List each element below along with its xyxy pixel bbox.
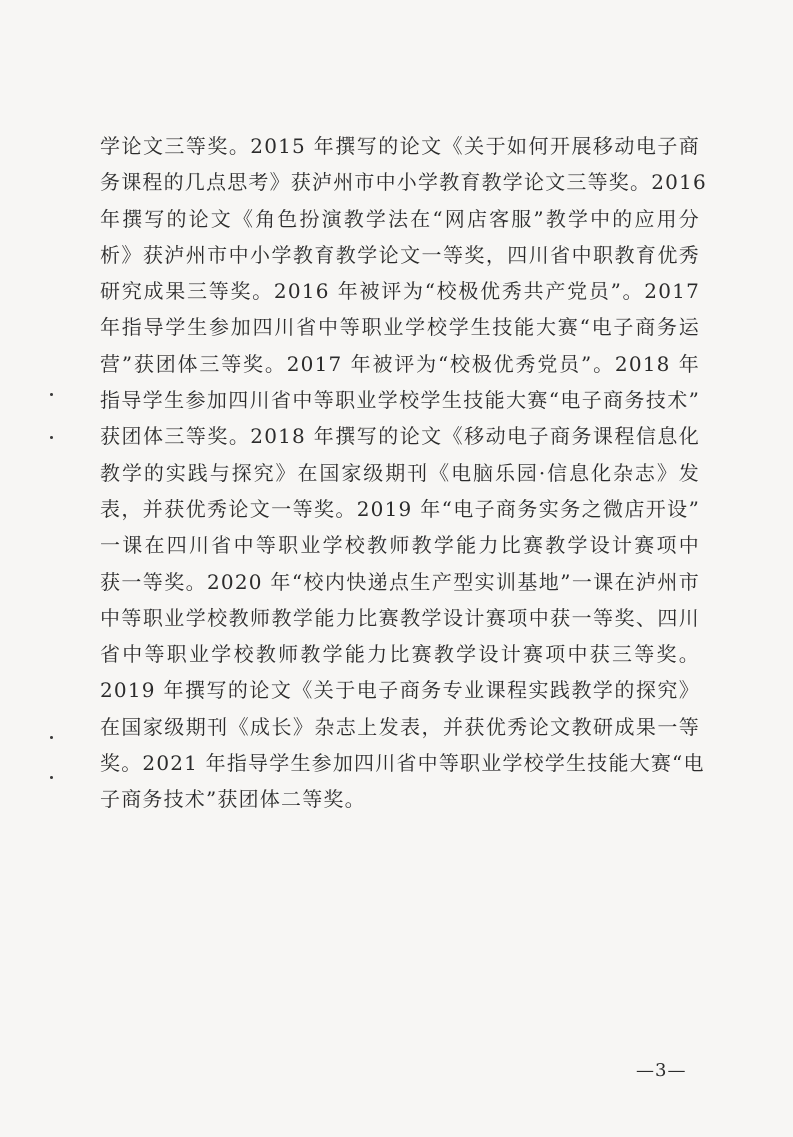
text-line: 省中等职业学校教师教学能力比赛教学设计赛项中获三等奖。 xyxy=(100,642,700,667)
text-line: 析》获泸州市中小学教育教学论文一等奖，四川省中职教育优秀 xyxy=(100,242,700,267)
text-line: 奖。2021 年指导学生参加四川省中等职业学校学生技能大赛“电 xyxy=(100,751,705,776)
text-line: 子商务技术”获团体二等奖。 xyxy=(100,787,366,812)
text-line: 年指导学生参加四川省中等职业学校学生技能大赛“电子商务运 xyxy=(100,315,700,340)
binding-hole-mark xyxy=(50,776,53,779)
text-line: 一课在四川省中等职业学校教师教学能力比赛教学设计赛项中 xyxy=(100,533,700,558)
text-line: 营”获团体三等奖。2017 年被评为“校极优秀党员”。2018 年 xyxy=(100,351,700,376)
body-text xyxy=(100,128,707,818)
text-line: 获一等奖。2020 年“校内快递点生产型实训基地”一课在泸州市 xyxy=(100,569,700,594)
page-number: —3— xyxy=(636,1060,687,1081)
text-line: 年撰写的论文《角色扮演教学法在“网店客服”教学中的应用分 xyxy=(100,206,700,231)
text-line: 2019 年撰写的论文《关于电子商务专业课程实践教学的探究》 xyxy=(100,678,700,703)
text-line: 表，并获优秀论文一等奖。2019 年“电子商务实务之微店开设” xyxy=(100,496,700,521)
text-line: 学论文三等奖。2015 年撰写的论文《关于如何开展移动电子商 xyxy=(100,134,700,158)
binding-hole-mark xyxy=(50,393,53,396)
text-line: 在国家级期刊《成长》杂志上发表，并获优秀论文教研成果一等 xyxy=(100,714,700,739)
text-line: 中等职业学校教师教学能力比赛教学设计赛项中获一等奖、四川 xyxy=(100,605,700,630)
binding-hole-mark xyxy=(50,436,53,439)
text-line: 指导学生参加四川省中等职业学校学生技能大赛“电子商务技术” xyxy=(100,388,700,413)
text-line: 务课程的几点思考》获泸州市中小学教育教学论文三等奖。2016 xyxy=(100,170,707,195)
text-line: 获团体三等奖。2018 年撰写的论文《移动电子商务课程信息化 xyxy=(100,424,700,449)
binding-hole-mark xyxy=(50,736,53,739)
text-line: 教学的实践与探究》在国家级期刊《电脑乐园·信息化杂志》发 xyxy=(100,460,700,485)
text-line: 研究成果三等奖。2016 年被评为“校极优秀共产党员”。2017 xyxy=(100,279,700,304)
